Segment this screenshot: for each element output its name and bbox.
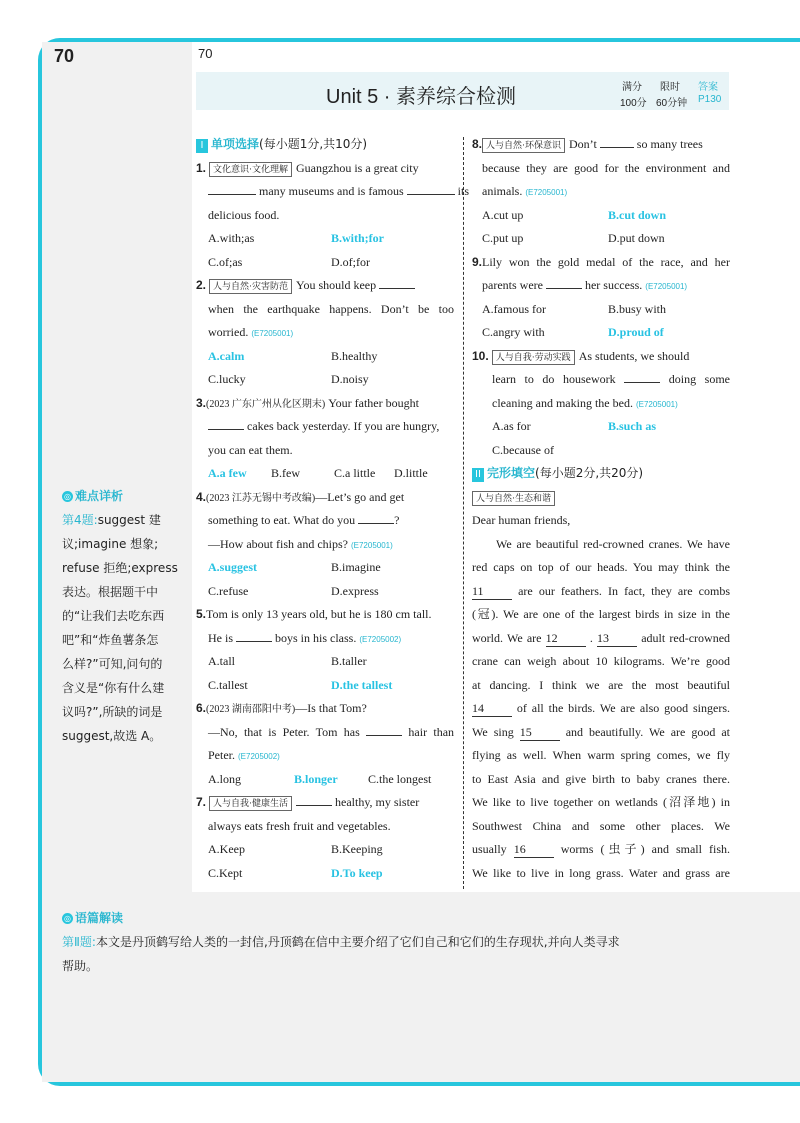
option: A.Keep xyxy=(208,842,245,856)
sidebar-line: suggest,故选 A。 xyxy=(62,729,162,743)
option: A.as for xyxy=(492,419,531,433)
page-number: 70 xyxy=(54,46,75,66)
blank-14[interactable]: 14 xyxy=(472,700,512,717)
question-7: 7. 人与自我·健康生活 healthy, my sister xyxy=(196,795,420,809)
passage-line: We like to live in long grass. Water and grass are xyxy=(472,865,730,880)
passage-line: We like to live together on wetlands (沼泽地) in xyxy=(472,795,730,809)
passage-line xyxy=(472,627,730,651)
option-answer: B.cut down xyxy=(608,207,667,222)
passage-text: and beautifully. We are good at xyxy=(565,724,730,739)
sidebar-line: 吧”和“炸鱼薯条怎 xyxy=(62,633,159,647)
option: C.put up xyxy=(482,231,524,245)
left-column: I 单项选择(每小题1分,共10分) 1. 文化意识·文化理解 Guangzhou is a great city many museums and is famous its delicious food. A.with;as B.with;for C.of;as D.of;for 2. 人与自然·灾害防范 You should keep when the earthquake happens. Don’t be too worried. (E7205001) A.calm B.healthy C.lucky D.noisy 3.(2023 广东广州从化区期末) Your father bought cakes back yesterday. If you are hungry, you can eat them. A.a few B.few C.a little D.little 4.(2023 江苏无锡中考改编)—Let’s go and get something to eat. What do you ? —How about fish and chips? (E7205001) A.suggest B.imagine C.refuse D.express 5.Tom is only 13 years old, but he is 180 cm tall. He is boys in his class. (E7205002) A.tall B.taller C.tallest D.the tallest 6.(2023 湖南邵阳中考)—Is that Tom? —No, that is Peter. Tom has hair than Peter. (E7205002) A.long B.longer C.the longest 7. 人与自我·健康生活 healthy, my sister always eats fresh fruit and vegetables. A.Keep B.Keeping C.Kept D.To keep xyxy=(196,133,454,885)
passage-interpretation xyxy=(62,906,762,978)
sidebar-heading: 难点详析 xyxy=(75,489,124,503)
option: D.express xyxy=(331,583,379,598)
passage-text: world. We are xyxy=(472,630,542,645)
question-9: 9.Lily won the gold medal of the race, and her xyxy=(472,254,730,269)
question-source: (2023 广东广州从化区期末) xyxy=(206,398,326,410)
sidebar-line: 含义是“你有什么建 xyxy=(62,681,165,695)
item-code: (E7205002) xyxy=(238,752,280,761)
passage-text: are our feathers. In fact, they are combs xyxy=(518,583,730,598)
time-value: 60分钟 xyxy=(656,98,688,109)
passage-line: Southwest China and some other places. We xyxy=(472,818,730,833)
passage-line xyxy=(472,838,730,862)
answer-label: 答案 xyxy=(698,82,718,93)
option: D.little xyxy=(394,466,428,480)
option: B.imagine xyxy=(331,560,381,574)
sidebar-line: 么样?”可知,问句的 xyxy=(62,657,163,671)
score-info xyxy=(616,74,726,108)
section-badge: I xyxy=(196,139,208,153)
item-code: (E7205002) xyxy=(359,634,402,644)
question-2: 2. 人与自然·灾害防范 You should keep xyxy=(196,274,454,298)
passage-line: crane can weigh about 10 kilograms. We’re good xyxy=(472,654,730,668)
option: B.few xyxy=(271,466,300,480)
passage-text: . xyxy=(589,630,593,645)
sidebar-line: 表达。根据题干中 xyxy=(62,585,159,599)
option-answer: A.a few xyxy=(208,466,247,480)
column-divider xyxy=(463,137,464,889)
item-code: (E7205001) xyxy=(635,399,678,409)
score-label: 满分 xyxy=(622,82,642,93)
question-tag: 人与自我·劳动实践 xyxy=(492,350,575,365)
sidebar-line: 第4题:suggest 建 xyxy=(62,513,161,527)
option-answer: B.with;for xyxy=(331,231,384,245)
blank-11[interactable]: 11 xyxy=(472,583,512,600)
bottom-line: 帮助。 xyxy=(62,959,99,973)
question-tag: 文化意识·文化理解 xyxy=(209,162,292,177)
option: C.Kept xyxy=(208,865,243,880)
passage-line xyxy=(472,721,730,745)
question-tag: 人与自然·灾害防范 xyxy=(209,279,292,294)
option: C.of;as xyxy=(208,254,243,269)
answer-page: P130 xyxy=(698,94,722,105)
blank-16[interactable]: 16 xyxy=(514,841,554,858)
sidebar-line: 议;imagine 想象; xyxy=(62,537,159,551)
option: D.of;for xyxy=(331,254,370,269)
section-note: (每小题1分,共10分) xyxy=(259,137,368,151)
section-2-heading xyxy=(472,462,730,486)
option: A.tall xyxy=(208,654,235,668)
option: A.famous for xyxy=(482,301,546,316)
question-4: 4.(2023 江苏无锡中考改编)—Let’s go and get xyxy=(196,489,405,504)
passage-line: red caps on top of our heads. You may think the xyxy=(472,560,730,574)
option: B.busy with xyxy=(608,301,667,316)
passage-line: (冠). We are one of the largest birds in size in the xyxy=(472,607,730,621)
question-8: 8. 人与自然·环保意识 Don’t so many trees xyxy=(472,137,703,151)
passage-line xyxy=(472,580,730,604)
passage-line: to East Asia and give birth to baby cranes there. xyxy=(472,771,730,786)
passage-line xyxy=(472,697,730,721)
question-source: (2023 江苏无锡中考改编) xyxy=(206,492,316,504)
option: D.put down xyxy=(608,231,665,245)
blank-12[interactable]: 12 xyxy=(546,630,586,647)
option: D.noisy xyxy=(331,372,369,386)
item-code: (E7205001) xyxy=(350,540,393,550)
option: B.healthy xyxy=(331,348,378,363)
blank-15[interactable]: 15 xyxy=(520,724,560,741)
cloze-passage xyxy=(472,533,730,886)
page-title: Unit 5 · 素养综合检测 xyxy=(326,86,517,108)
question-tag: 人与自我·健康生活 xyxy=(209,796,292,811)
blank-13[interactable]: 13 xyxy=(597,630,637,647)
sidebar-panel xyxy=(42,42,192,892)
option: B.Keeping xyxy=(331,842,383,856)
bottom-heading: 语篇解读 xyxy=(75,911,124,925)
option: C.because of xyxy=(492,442,554,457)
option: C.the longest xyxy=(368,771,432,786)
section-badge: II xyxy=(472,468,484,482)
letter-greeting: Dear human friends, xyxy=(472,513,571,527)
passage-text: worms (虫子) and small fish. xyxy=(560,842,731,856)
passage-text: of all the birds. We are also good singers. xyxy=(516,701,731,715)
time-label: 限时 xyxy=(660,82,680,93)
option-answer: A.suggest xyxy=(208,560,258,574)
note-icon: ◎ xyxy=(62,491,73,502)
item-code: (E7205001) xyxy=(251,329,294,338)
bottom-line: 本文是丹顶鹤写给人类的一封信,丹顶鹤在信中主要介绍了它们自己和它们的生存现状,并向人类寻求 xyxy=(95,935,620,949)
question-5: 5.Tom is only 13 years old, but he is 180 cm tall. xyxy=(196,607,432,621)
question-1: 1. 文化意识·文化理解 Guangzhou is a great city xyxy=(196,160,419,175)
page-number-small: 70 xyxy=(198,46,213,61)
note-icon: ◎ xyxy=(62,913,73,924)
item-code: (E7205001) xyxy=(525,188,568,197)
section-1-heading xyxy=(196,133,454,157)
section-note: (每小题2分,共20分) xyxy=(535,466,644,480)
option: A.cut up xyxy=(482,207,524,222)
option: B.taller xyxy=(331,654,367,668)
option: C.a little xyxy=(334,466,376,480)
sidebar-line: 的“让我们去吃东西 xyxy=(62,609,165,623)
sidebar-line: 议吗?”,所缺的词是 xyxy=(62,705,163,719)
passage-line: at dancing. I think we are the most beautiful xyxy=(472,677,730,692)
option-answer: D.To keep xyxy=(331,865,383,880)
right-column: 8. 人与自然·环保意识 Don’t so many trees because they are good for the environment and animals. (E7205001) A.cut up B.cut down C.put up D.put down 9.Lily won the gold medal of the race, and her parents were her success. (E7205001) A.famous for B.busy with C.angry with D.proud of 10. 人与自我·劳动实践 As students, we should learn to do housework doing some cleaning and making the bed. (E7205001) A.as for B.such as C.because of II 完形填空(每小题2分,共20分) 人与自然·生态和谐 Dear human friends, We are beautiful red-crowned cranes. We have red caps on top of our heads. You may think the 11 are our feathers. In fact, they are combs (冠). We are one of the largest birds in size in the world. We are 12 . 13 adult red-crowned crane can weigh about 10 kilograms. We’re good at dancing. I think we are the most beautiful 14 of all the birds. We are also good singers. We sing 15 and beautifully. We are good at flying as well. When warm spring comes, we fly to East Asia and give birth to baby cranes there. We like to live together on wetlands (沼泽地) in Southwest China and some other places. We usually 16 worms (虫子) and small fish. We like to live in long grass. Water and grass are xyxy=(472,133,730,885)
option: C.angry with xyxy=(482,325,545,339)
difficulty-analysis xyxy=(62,484,186,748)
option: C.refuse xyxy=(208,583,249,598)
passage-line: We are beautiful red-crowned cranes. We have xyxy=(496,536,730,551)
passage-text: usually xyxy=(472,842,507,856)
bottom-lead: 第Ⅱ题: xyxy=(62,935,96,949)
score-value: 100分 xyxy=(620,98,647,109)
passage-tag: 人与自然·生态和谐 xyxy=(472,491,555,506)
option-answer: D.proud of xyxy=(608,325,664,339)
question-6: 6.(2023 湖南邵阳中考)—Is that Tom? xyxy=(196,701,367,715)
option: A.long xyxy=(208,771,241,786)
item-code: (E7205001) xyxy=(645,282,688,291)
option-answer: B.such as xyxy=(608,419,657,433)
sidebar-line: refuse 拒绝;express xyxy=(62,561,178,575)
option-answer: B.longer xyxy=(294,771,338,786)
section-title: 完形填空 xyxy=(487,466,536,480)
question-tag: 人与自然·环保意识 xyxy=(482,138,565,153)
option: A.with;as xyxy=(208,231,255,245)
passage-text: adult red-crowned xyxy=(641,630,731,645)
question-3: 3.(2023 广东广州从化区期末) Your father bought xyxy=(196,395,419,410)
option-answer: A.calm xyxy=(208,348,245,363)
passage-text: We sing xyxy=(472,724,514,739)
option: C.tallest xyxy=(208,677,248,692)
section-title: 单项选择 xyxy=(211,137,260,151)
question-10: 10. 人与自我·劳动实践 As students, we should xyxy=(472,348,690,363)
passage-line: flying as well. When warm spring comes, we fly xyxy=(472,748,730,762)
question-source: (2023 湖南邵阳中考) xyxy=(206,704,296,715)
option: C.lucky xyxy=(208,372,246,386)
option-answer: D.the tallest xyxy=(331,677,393,692)
